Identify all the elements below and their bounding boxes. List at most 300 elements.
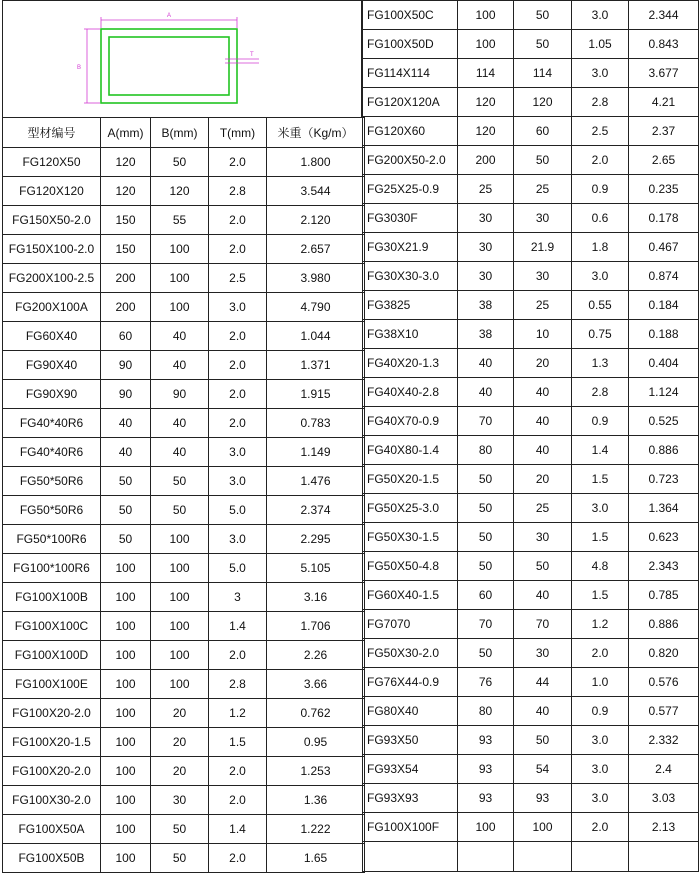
cell-weight: 3.66 xyxy=(267,670,365,699)
cell-weight: 2.332 xyxy=(629,726,699,755)
cell-weight: 0.184 xyxy=(629,291,699,320)
cell-b-mm: 100 xyxy=(514,813,572,842)
cell-weight: 2.657 xyxy=(267,235,365,264)
cell-t-mm: 2.0 xyxy=(209,206,267,235)
cell-weight: 0.762 xyxy=(267,699,365,728)
cell-model: FG50X30-1.5 xyxy=(363,523,458,552)
cell-model: FG100X50D xyxy=(363,30,458,59)
rect-tube-drawing xyxy=(3,1,363,118)
table-row xyxy=(363,204,699,233)
cell-t-mm xyxy=(572,842,629,872)
cell-weight: 3.03 xyxy=(629,784,699,813)
cell-weight: 0.577 xyxy=(629,697,699,726)
cell-weight: 0.404 xyxy=(629,349,699,378)
table-row xyxy=(3,351,365,380)
cell-t-mm: 2.0 xyxy=(572,639,629,668)
cell-t-mm: 3.0 xyxy=(572,494,629,523)
cell-a-mm: 50 xyxy=(458,494,514,523)
cell-b-mm: 20 xyxy=(151,757,209,786)
table-row xyxy=(3,670,365,699)
cell-weight: 0.576 xyxy=(629,668,699,697)
cell-t-mm: 0.55 xyxy=(572,291,629,320)
table-row xyxy=(3,380,365,409)
cell-weight: 0.467 xyxy=(629,233,699,262)
cell-b-mm: 50 xyxy=(151,496,209,525)
table-row xyxy=(363,494,699,523)
cell-model: FG100X100F xyxy=(363,813,458,842)
table-row xyxy=(363,842,699,872)
cell-weight: 0.820 xyxy=(629,639,699,668)
table-row xyxy=(3,786,365,815)
cell-a-mm: 100 xyxy=(101,728,151,757)
cell-weight: 2.26 xyxy=(267,641,365,670)
cell-weight: 2.295 xyxy=(267,525,365,554)
cell-weight: 1.800 xyxy=(267,148,365,177)
cell-a-mm: 100 xyxy=(101,554,151,583)
cell-t-mm: 2.0 xyxy=(572,146,629,175)
profile-diagram xyxy=(2,0,362,117)
table-row xyxy=(3,235,365,264)
cell-model: FG100X50B xyxy=(3,844,101,873)
cell-model: FG50X25-3.0 xyxy=(363,494,458,523)
cell-model: FG40*40R6 xyxy=(3,409,101,438)
table-row xyxy=(363,30,699,59)
cell-model: FG100X100C xyxy=(3,612,101,641)
cell-a-mm: 150 xyxy=(101,206,151,235)
cell-model: FG200X100-2.5 xyxy=(3,264,101,293)
cell-model: FG100X50C xyxy=(363,1,458,30)
inner-profile xyxy=(109,37,229,95)
cell-b-mm: 100 xyxy=(151,264,209,293)
cell-t-mm: 1.3 xyxy=(572,349,629,378)
cell-a-mm: 38 xyxy=(458,291,514,320)
cell-b-mm: 40 xyxy=(151,409,209,438)
cell-a-mm: 70 xyxy=(458,610,514,639)
cell-model: FG50*100R6 xyxy=(3,525,101,554)
cell-model: FG93X50 xyxy=(363,726,458,755)
cell-t-mm: 2.8 xyxy=(209,177,267,206)
cell-weight: 0.623 xyxy=(629,523,699,552)
cell-a-mm: 120 xyxy=(458,88,514,117)
cell-weight: 4.21 xyxy=(629,88,699,117)
cell-b-mm: 30 xyxy=(514,204,572,233)
cell-t-mm: 3 xyxy=(209,583,267,612)
cell-t-mm: 1.5 xyxy=(209,728,267,757)
header-a-mm: A(mm) xyxy=(101,118,151,148)
table-row xyxy=(3,583,365,612)
cell-weight: 2.120 xyxy=(267,206,365,235)
dim-t-label: T xyxy=(250,52,254,58)
table-row xyxy=(363,610,699,639)
cell-a-mm: 200 xyxy=(101,293,151,322)
cell-model: FG150X100-2.0 xyxy=(3,235,101,264)
cell-a-mm: 93 xyxy=(458,755,514,784)
cell-t-mm: 2.0 xyxy=(209,148,267,177)
cell-b-mm: 20 xyxy=(151,699,209,728)
cell-t-mm: 1.2 xyxy=(209,699,267,728)
cell-weight: 3.544 xyxy=(267,177,365,206)
cell-weight: 0.188 xyxy=(629,320,699,349)
cell-a-mm: 120 xyxy=(101,177,151,206)
cell-model: FG90X90 xyxy=(3,380,101,409)
table-row xyxy=(363,233,699,262)
cell-b-mm: 25 xyxy=(514,291,572,320)
table-row xyxy=(363,726,699,755)
cell-a-mm: 50 xyxy=(458,639,514,668)
table-row xyxy=(363,755,699,784)
cell-model xyxy=(363,842,458,872)
cell-weight: 0.785 xyxy=(629,581,699,610)
table-row xyxy=(363,262,699,291)
cell-b-mm: 25 xyxy=(514,494,572,523)
cell-t-mm: 1.05 xyxy=(572,30,629,59)
cell-weight: 1.36 xyxy=(267,786,365,815)
cell-t-mm: 3.0 xyxy=(572,726,629,755)
cell-weight xyxy=(629,842,699,872)
cell-b-mm: 40 xyxy=(151,322,209,351)
cell-t-mm: 1.4 xyxy=(572,436,629,465)
cell-weight: 4.790 xyxy=(267,293,365,322)
table-row xyxy=(363,581,699,610)
table-row xyxy=(363,465,699,494)
cell-t-mm: 2.0 xyxy=(209,844,267,873)
cell-a-mm: 60 xyxy=(458,581,514,610)
cell-a-mm: 100 xyxy=(101,786,151,815)
cell-weight: 2.374 xyxy=(267,496,365,525)
cell-t-mm: 2.5 xyxy=(209,264,267,293)
cell-weight: 0.723 xyxy=(629,465,699,494)
cell-b-mm: 21.9 xyxy=(514,233,572,262)
cell-weight: 1.149 xyxy=(267,438,365,467)
table-row xyxy=(3,177,365,206)
cell-model: FG40X20-1.3 xyxy=(363,349,458,378)
table-row xyxy=(3,525,365,554)
cell-a-mm: 120 xyxy=(101,148,151,177)
cell-b-mm: 50 xyxy=(514,30,572,59)
cell-a-mm: 114 xyxy=(458,59,514,88)
cell-model: FG25X25-0.9 xyxy=(363,175,458,204)
cell-a-mm: 50 xyxy=(458,523,514,552)
cell-a-mm: 40 xyxy=(101,409,151,438)
cell-weight: 1.65 xyxy=(267,844,365,873)
table-row xyxy=(363,552,699,581)
table-row xyxy=(363,523,699,552)
cell-model: FG114X114 xyxy=(363,59,458,88)
cell-t-mm: 2.0 xyxy=(209,380,267,409)
table-row xyxy=(363,117,699,146)
cell-weight: 1.476 xyxy=(267,467,365,496)
cell-t-mm: 1.4 xyxy=(209,612,267,641)
cell-b-mm: 40 xyxy=(151,438,209,467)
cell-weight: 1.915 xyxy=(267,380,365,409)
cell-a-mm: 100 xyxy=(458,30,514,59)
table-row xyxy=(363,146,699,175)
cell-weight: 0.525 xyxy=(629,407,699,436)
cell-t-mm: 2.0 xyxy=(209,757,267,786)
cell-model: FG90X40 xyxy=(3,351,101,380)
cell-a-mm: 120 xyxy=(458,117,514,146)
table-row xyxy=(3,409,365,438)
cell-model: FG100X30-2.0 xyxy=(3,786,101,815)
cell-weight: 0.874 xyxy=(629,262,699,291)
cell-t-mm: 2.8 xyxy=(209,670,267,699)
dim-a-label: A xyxy=(167,13,172,19)
cell-b-mm: 50 xyxy=(514,552,572,581)
cell-t-mm: 0.9 xyxy=(572,175,629,204)
cell-b-mm: 20 xyxy=(514,349,572,378)
cell-model: FG200X100A xyxy=(3,293,101,322)
table-row xyxy=(363,378,699,407)
left-spec-table xyxy=(2,117,365,873)
cell-a-mm: 100 xyxy=(458,1,514,30)
cell-t-mm: 2.0 xyxy=(209,641,267,670)
cell-t-mm: 1.8 xyxy=(572,233,629,262)
header-model: 型材编号 xyxy=(3,118,101,148)
cell-t-mm: 3.0 xyxy=(572,755,629,784)
cell-a-mm: 50 xyxy=(458,552,514,581)
cell-t-mm: 0.9 xyxy=(572,697,629,726)
cell-a-mm: 200 xyxy=(458,146,514,175)
cell-b-mm: 70 xyxy=(514,610,572,639)
cell-model: FG50X20-1.5 xyxy=(363,465,458,494)
cell-b-mm: 30 xyxy=(514,639,572,668)
cell-t-mm: 3.0 xyxy=(209,467,267,496)
cell-model: FG50*50R6 xyxy=(3,467,101,496)
cell-a-mm: 50 xyxy=(101,525,151,554)
cell-b-mm: 25 xyxy=(514,175,572,204)
cell-weight: 5.105 xyxy=(267,554,365,583)
cell-model: FG50X30-2.0 xyxy=(363,639,458,668)
table-row xyxy=(3,496,365,525)
cell-b-mm: 40 xyxy=(514,407,572,436)
table-row xyxy=(3,612,365,641)
cell-model: FG100X100D xyxy=(3,641,101,670)
table-row xyxy=(363,784,699,813)
cell-t-mm: 3.0 xyxy=(572,262,629,291)
cell-weight: 2.343 xyxy=(629,552,699,581)
cell-t-mm: 2.0 xyxy=(572,813,629,842)
cell-b-mm: 100 xyxy=(151,554,209,583)
cell-a-mm: 100 xyxy=(101,699,151,728)
cell-weight: 1.124 xyxy=(629,378,699,407)
cell-b-mm: 120 xyxy=(151,177,209,206)
cell-a-mm: 100 xyxy=(101,815,151,844)
cell-weight: 3.677 xyxy=(629,59,699,88)
table-row xyxy=(363,88,699,117)
cell-t-mm: 1.5 xyxy=(572,523,629,552)
cell-weight: 3.980 xyxy=(267,264,365,293)
cell-model: FG120X120A xyxy=(363,88,458,117)
cell-b-mm: 50 xyxy=(514,146,572,175)
cell-weight: 1.222 xyxy=(267,815,365,844)
cell-b-mm: 50 xyxy=(151,844,209,873)
table-row xyxy=(363,813,699,842)
cell-t-mm: 2.8 xyxy=(572,378,629,407)
table-row xyxy=(363,175,699,204)
cell-t-mm: 1.5 xyxy=(572,581,629,610)
cell-a-mm: 50 xyxy=(101,496,151,525)
cell-b-mm: 40 xyxy=(514,697,572,726)
cell-b-mm: 40 xyxy=(514,581,572,610)
cell-b-mm: 114 xyxy=(514,59,572,88)
cell-model: FG100X100B xyxy=(3,583,101,612)
cell-weight: 1.253 xyxy=(267,757,365,786)
cell-a-mm: 90 xyxy=(101,380,151,409)
cell-b-mm: 40 xyxy=(151,351,209,380)
cell-model: FG80X40 xyxy=(363,697,458,726)
header-b-mm: B(mm) xyxy=(151,118,209,148)
header-weight: 米重（Kg/m） xyxy=(267,118,365,148)
cell-b-mm: 30 xyxy=(514,523,572,552)
cell-model: FG100X20-1.5 xyxy=(3,728,101,757)
cell-b-mm: 60 xyxy=(514,117,572,146)
cell-b-mm: 100 xyxy=(151,612,209,641)
cell-b-mm: 120 xyxy=(514,88,572,117)
cell-weight: 2.65 xyxy=(629,146,699,175)
cell-b-mm: 50 xyxy=(514,1,572,30)
cell-model: FG38X10 xyxy=(363,320,458,349)
cell-model: FG150X50-2.0 xyxy=(3,206,101,235)
cell-a-mm xyxy=(458,842,514,872)
cell-weight: 0.843 xyxy=(629,30,699,59)
cell-t-mm: 1.0 xyxy=(572,668,629,697)
cell-model: FG120X50 xyxy=(3,148,101,177)
table-row xyxy=(363,320,699,349)
cell-model: FG93X93 xyxy=(363,784,458,813)
cell-b-mm: 93 xyxy=(514,784,572,813)
table-row xyxy=(3,264,365,293)
cell-a-mm: 100 xyxy=(101,844,151,873)
cell-a-mm: 76 xyxy=(458,668,514,697)
table-row xyxy=(3,757,365,786)
cell-t-mm: 1.2 xyxy=(572,610,629,639)
cell-weight: 2.13 xyxy=(629,813,699,842)
cell-weight: 1.706 xyxy=(267,612,365,641)
cell-model: FG40*40R6 xyxy=(3,438,101,467)
cell-t-mm: 5.0 xyxy=(209,554,267,583)
cell-a-mm: 50 xyxy=(101,467,151,496)
cell-a-mm: 40 xyxy=(101,438,151,467)
cell-t-mm: 3.0 xyxy=(572,1,629,30)
dim-b-label: B xyxy=(77,65,82,71)
table-row xyxy=(3,438,365,467)
cell-model: FG50X50-4.8 xyxy=(363,552,458,581)
cell-model: FG120X60 xyxy=(363,117,458,146)
cell-b-mm: 40 xyxy=(514,378,572,407)
cell-a-mm: 93 xyxy=(458,784,514,813)
cell-weight: 2.4 xyxy=(629,755,699,784)
cell-b-mm: 100 xyxy=(151,583,209,612)
table-row xyxy=(363,349,699,378)
table-row xyxy=(3,728,365,757)
cell-t-mm: 1.4 xyxy=(209,815,267,844)
cell-weight: 3.16 xyxy=(267,583,365,612)
cell-model: FG40X80-1.4 xyxy=(363,436,458,465)
cell-t-mm: 3.0 xyxy=(209,438,267,467)
right-spec-table xyxy=(362,0,699,872)
cell-model: FG93X54 xyxy=(363,755,458,784)
table-row xyxy=(363,697,699,726)
cell-a-mm: 150 xyxy=(101,235,151,264)
cell-b-mm: 50 xyxy=(151,467,209,496)
cell-weight: 2.344 xyxy=(629,1,699,30)
cell-a-mm: 30 xyxy=(458,233,514,262)
cell-model: FG3825 xyxy=(363,291,458,320)
cell-a-mm: 25 xyxy=(458,175,514,204)
cell-a-mm: 80 xyxy=(458,697,514,726)
table-row xyxy=(363,407,699,436)
cell-b-mm: 100 xyxy=(151,293,209,322)
table-header-row xyxy=(3,118,365,148)
cell-t-mm: 2.0 xyxy=(209,351,267,380)
cell-b-mm: 30 xyxy=(514,262,572,291)
cell-t-mm: 2.0 xyxy=(209,235,267,264)
cell-t-mm: 3.0 xyxy=(209,525,267,554)
cell-weight: 0.886 xyxy=(629,610,699,639)
cell-a-mm: 30 xyxy=(458,204,514,233)
cell-model: FG100X20-2.0 xyxy=(3,757,101,786)
cell-t-mm: 3.0 xyxy=(209,293,267,322)
cell-t-mm: 3.0 xyxy=(572,59,629,88)
cell-b-mm: 50 xyxy=(151,148,209,177)
cell-b-mm: 20 xyxy=(151,728,209,757)
cell-model: FG200X50-2.0 xyxy=(363,146,458,175)
cell-model: FG40X40-2.8 xyxy=(363,378,458,407)
cell-a-mm: 100 xyxy=(458,813,514,842)
cell-model: FG30X21.9 xyxy=(363,233,458,262)
table-row xyxy=(3,148,365,177)
cell-weight: 1.364 xyxy=(629,494,699,523)
cell-a-mm: 50 xyxy=(458,465,514,494)
cell-a-mm: 40 xyxy=(458,349,514,378)
cell-weight: 1.371 xyxy=(267,351,365,380)
cell-model: FG7070 xyxy=(363,610,458,639)
cell-a-mm: 100 xyxy=(101,670,151,699)
cell-model: FG100*100R6 xyxy=(3,554,101,583)
table-row xyxy=(363,639,699,668)
cell-a-mm: 100 xyxy=(101,612,151,641)
cell-model: FG100X50A xyxy=(3,815,101,844)
table-row xyxy=(3,322,365,351)
cell-model: FG100X100E xyxy=(3,670,101,699)
cell-b-mm: 100 xyxy=(151,235,209,264)
cell-model: FG76X44-0.9 xyxy=(363,668,458,697)
cell-weight: 0.178 xyxy=(629,204,699,233)
cell-b-mm: 20 xyxy=(514,465,572,494)
cell-b-mm: 10 xyxy=(514,320,572,349)
header-t-mm: T(mm) xyxy=(209,118,267,148)
table-row xyxy=(363,59,699,88)
cell-t-mm: 2.0 xyxy=(209,786,267,815)
table-row xyxy=(3,699,365,728)
cell-b-mm: 100 xyxy=(151,641,209,670)
cell-a-mm: 93 xyxy=(458,726,514,755)
cell-t-mm: 2.5 xyxy=(572,117,629,146)
table-row xyxy=(3,467,365,496)
cell-t-mm: 0.9 xyxy=(572,407,629,436)
cell-model: FG3030F xyxy=(363,204,458,233)
cell-weight: 1.044 xyxy=(267,322,365,351)
cell-b-mm: 30 xyxy=(151,786,209,815)
table-row xyxy=(3,206,365,235)
cell-b-mm: 44 xyxy=(514,668,572,697)
cell-t-mm: 4.8 xyxy=(572,552,629,581)
table-row xyxy=(363,436,699,465)
cell-model: FG60X40-1.5 xyxy=(363,581,458,610)
cell-t-mm: 0.75 xyxy=(572,320,629,349)
cell-weight: 0.95 xyxy=(267,728,365,757)
cell-a-mm: 80 xyxy=(458,436,514,465)
